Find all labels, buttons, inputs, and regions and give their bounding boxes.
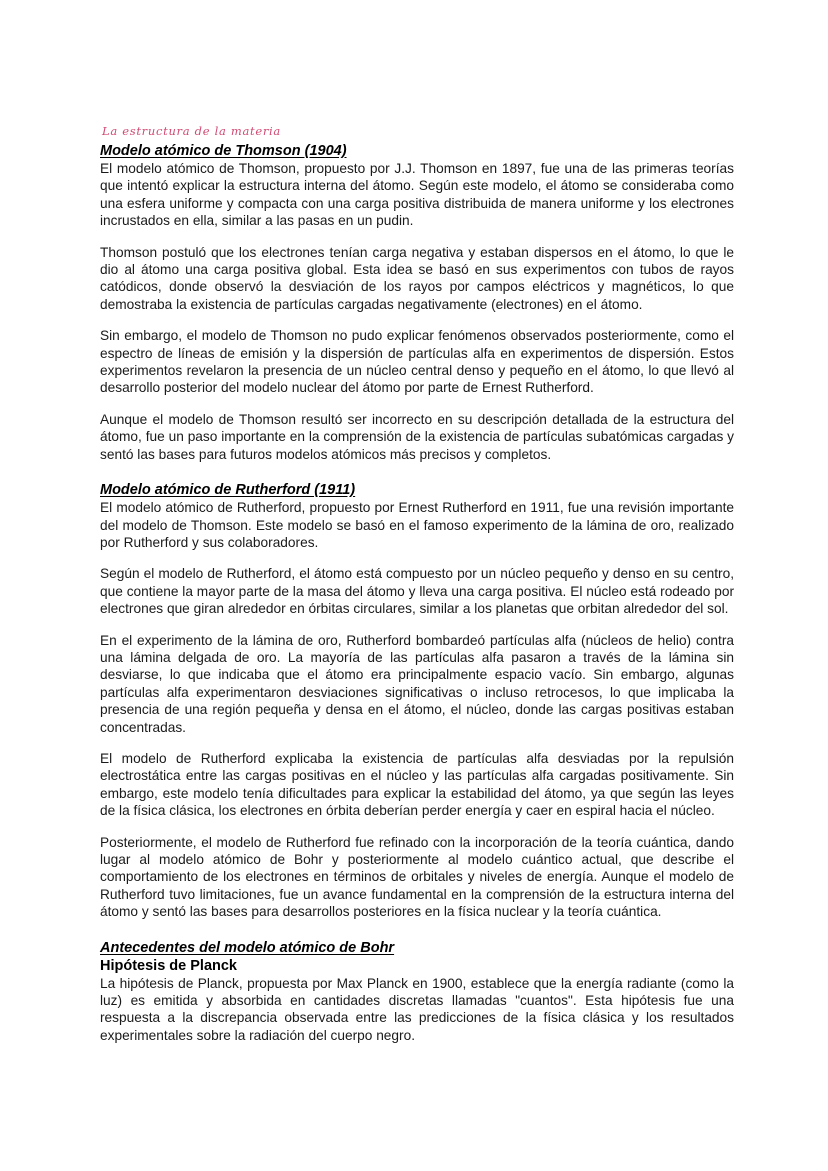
paragraph: Sin embargo, el modelo de Thomson no pudo explicar fenómenos observados posteriormente, como el espectro de líneas de emisión y la dispersión de partículas alfa en experimentos de dispersión. Estos experimentos revelaron la presencia de un núcleo central denso y pequeño en el átomo, lo que llevó al desarrollo posterior del modelo nuclear del átomo por parte de Ernest Rutherford. — [100, 328, 734, 396]
paragraph: Según el modelo de Rutherford, el átomo está compuesto por un núcleo pequeño y denso en su centro, que contiene la mayor parte de la masa del átomo y lleva una carga positiva. El núcleo está rodeado por electrones que giran alrededor en órbitas circulares, similar a los planetas que orbitan alrededor del sol. — [100, 566, 734, 617]
section-heading-thomson: Modelo atómico de Thomson (1904) — [100, 143, 347, 159]
paragraph: El modelo atómico de Thomson, propuesto por J.J. Thomson en 1897, fue una de las primeras teorías que intentó explicar la estructura interna del átomo. Según este modelo, el átomo se consideraba como una esfera uniforme y compacta con una carga positiva distribuida de manera uniforme y los electrones incrustados en ella, similar a las pasas en un pudin. — [100, 161, 734, 229]
paragraph: La hipótesis de Planck, propuesta por Max Planck en 1900, establece que la energía radiante (como la luz) es emitida y absorbida en cantidades discretas llamadas "cuantos". Esta hipótesis fue una respuesta a la discrepancia observada entre las predicciones de la física clásica y los resultados experimentales sobre la radiación del cuerpo negro. — [100, 975, 734, 1043]
paragraph: Thomson postuló que los electrones tenían carga negativa y estaban dispersos en el átomo, lo que le dio al átomo una carga positiva global. Esta idea se basó en sus experimentos con tubos de rayos catódicos, donde observó la desviación de los rayos por campos eléctricos y magnéticos, lo que demostraba la existencia de partículas cargadas negativamente (electrones) en el átomo. — [100, 244, 734, 312]
subheading-planck-hypothesis: Hipótesis de Planck — [100, 957, 237, 974]
paragraph: El modelo atómico de Rutherford, propuesto por Ernest Rutherford en 1911, fue una revisión importante del modelo de Thomson. Este modelo se basó en el famoso experimento de la lámina de oro, realizado por Rutherford y sus colaboradores. — [100, 500, 734, 550]
paragraph: Posteriormente, el modelo de Rutherford fue refinado con la incorporación de la teoría cuántica, dando lugar al modelo atómico de Bohr y posteriormente al modelo cuántico actual, que describe el comportamiento de los electrones en términos de orbitales y niveles de energía. Aunque el modelo de Rutherford tuvo limitaciones, fue un avance fundamental en la comprensión de la estructura interna del átomo y sentó las bases para desarrollos posteriores en la física nuclear y la teoría cuántica. — [100, 834, 734, 920]
paragraph: En el experimento de la lámina de oro, Rutherford bombardeó partículas alfa (núcleos de helio) contra una lámina delgada de oro. La mayoría de las partículas alfa pasaron a través de la lámina sin desviarse, lo que indicaba que el átomo era principalmente espacio vacío. Sin embargo, algunas partículas alfa experimentaron desviaciones significativas o incluso retrocesos, lo que implicaba la presencia de una región pequeña y densa en el átomo, el núcleo, donde las cargas positivas estaban concentradas. — [100, 632, 734, 735]
paragraph: Aunque el modelo de Thomson resultó ser incorrecto en su descripción detallada de la estructura del átomo, fue un paso importante en la comprensión de la existencia de partículas subatómicas cargadas y sentó las bases para futuros modelos atómicos más precisos y completos. — [100, 411, 734, 462]
document-content — [100, 124, 734, 1044]
paragraph: El modelo de Rutherford explicaba la existencia de partículas alfa desviadas por la repulsión electrostática entre las cargas positivas en el núcleo y las partículas alfa cargadas positivamente. Sin embargo, este modelo tenía dificultades para explicar la estabilidad del átomo, ya que según las leyes de la física clásica, los electrones en órbita deberían perder energía y caer en espiral hacia el núcleo. — [100, 750, 734, 819]
running-head: La estructura de la materia — [102, 124, 281, 138]
section-heading-rutherford: Modelo atómico de Rutherford (1911) — [100, 482, 356, 499]
section-heading-bohr-antecedents: Antecedentes del modelo atómico de Bohr — [100, 939, 395, 956]
